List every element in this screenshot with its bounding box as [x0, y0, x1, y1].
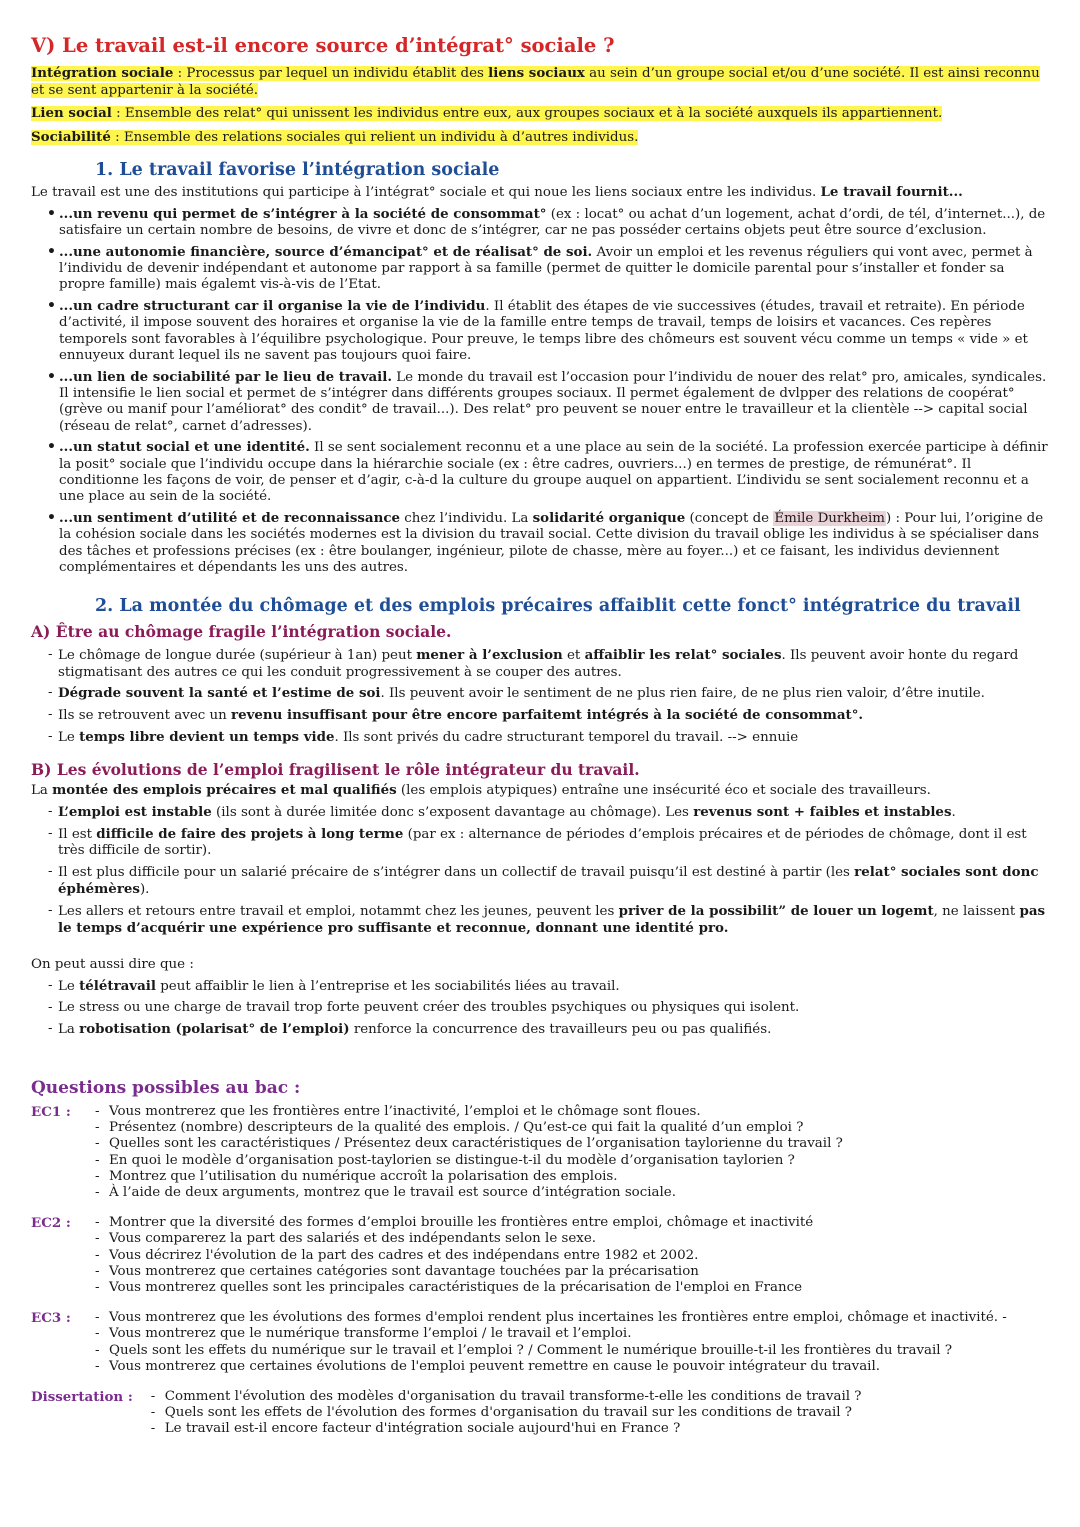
list-item: - En quoi le modèle d’organisation post-taylorien se distingue-t-il du modèle d’organisation taylorien ? — [109, 1153, 1048, 1169]
term: Sociabilité — [31, 128, 111, 145]
list-item: - Vous montrerez que certaines évolutions de l'emploi peuvent remettre en cause le pouvoir intégrateur du travail. — [109, 1359, 1048, 1375]
page-title: V) Le travail est-il encore source d’intégrat° sociale ? — [31, 34, 615, 57]
list-item: - Ils se retrouvent avec un revenu insuffisant pour être encore parfaitemt intégrés à la société de consommat°. — [58, 707, 1048, 724]
section-1-intro: Le travail est une des institutions qui participe à l’intégrat° sociale et qui noue les liens sociaux entre les individus. Le travail fournit... — [31, 184, 963, 200]
list-item: - Quels sont les effets de l'évolution des formes d'organisation du travail sur les conditions de travail ? — [165, 1405, 1048, 1421]
list-item: - Vous montrerez que les frontières entre l’inactivité, l’emploi et le chômage sont floues. — [109, 1104, 1048, 1120]
list-item: - Vous montrerez que certaines catégories sont davantage touchées par la précarisation — [109, 1264, 1048, 1280]
subsection-b-list — [31, 804, 1048, 938]
list-item: • ...une autonomie financière, source d’émancipat° et de réalisat° de soi. Avoir un emploi et les revenus réguliers qui vont avec, permet à l’individu de devenir indépendant et autonome par rapport à sa famille (permet de quitter le domicile parental pour s’installer et fonder sa propre famille) mais égalemt vis-à-vis de l’Etat. — [59, 244, 1048, 294]
section-1-list — [31, 206, 1048, 577]
list-item: • ...un revenu qui permet de s’intégrer à la société de consommat° (ex : locat° ou achat d’un logement, achat d’ordi, de tél, d’internet...), de satisfaire un certain nombre de besoins, de vivre et donc de s’intégrer, car ne pas posséder certains objets peut être source d’exclusion. — [59, 206, 1048, 240]
list-item: - La robotisation (polarisat° de l’emploi) renforce la concurrence des travailleurs peu ou pas qualifiés. — [58, 1021, 1048, 1038]
list-item: - Il est difficile de faire des projets à long terme (par ex : alternance de périodes d’emplois précaires et de périodes de chômage, dont il est très difficile de sortir). — [58, 826, 1048, 860]
subsection-a-list — [31, 647, 1048, 746]
list-item: - Montrez que l’utilisation du numérique accroît la polarisation des emplois. — [109, 1169, 1048, 1185]
section-1-title: 1. Le travail favorise l’intégration sociale — [95, 160, 500, 180]
list-item: • ...un cadre structurant car il organise la vie de l’individu. Il établit des étapes de vie successives (études, travail et retraite). En période d’activité, il impose souvent des horaires et organise la vie de la famille entre temps de travail, temps de loisirs et vacances. Ces repères temporels sont favorables à l’équilibre psychologique. Pour preuve, le temps libre des chômeurs est souvent vécu comme un temps « vide » et ennuyeux durant lequel ils ne savent pas toujours quoi faire. — [59, 298, 1048, 364]
section-2-title: 2. La montée du chômage et des emplois précaires affaiblit cette fonct° intégratrice du travail — [95, 596, 1021, 617]
subsection-b-intro: La montée des emplois précaires et mal qualifiés (les emplois atypiques) entraîne une insécurité éco et sociale des travailleurs. — [31, 782, 931, 799]
list-item: • ...un lien de sociabilité par le lieu de travail. Le monde du travail est l’occasion pour l’individu de nouer des relat° pro, amicales, syndicales. Il intensifie le lien social et permet de s’intégrer dans différents groupes sociaux. Il permet également de dvlpper des relations de coopérat° (grève ou manif pour l’améliorat° des condit° de travail...). Des relat° pro peuvent se nouer entre le travailleur et la clientèle --> capital social (réseau de relat°, carnet d’adresses). — [59, 369, 1048, 435]
list-item: - Quelles sont les caractéristiques / Présentez deux caractéristiques de l’organisation taylorienne du travail ? — [109, 1136, 1048, 1152]
subsection-a-title: A) Être au chômage fragile l’intégration sociale. — [31, 622, 452, 642]
list-item: - Les allers et retours entre travail et emploi, notammt chez les jeunes, peuvent les priver de la possibilit” de louer un logemt, ne laissent pas le temps d’acquérir une expérience pro suffisante et reconnue, donnant une identité pro. — [58, 903, 1048, 938]
definition-sociabilite: Sociabilité : Ensemble des relations sociales qui relient un individu à d’autres individus. — [31, 128, 639, 145]
definition-integration: Intégration sociale : Processus par lequel un individu établit des liens sociaux au sein d’un groupe social et/ou d’une société. Il est ainsi reconnu et se sent appartenir à la société. — [31, 65, 1040, 98]
questions-ec2 — [31, 1215, 1048, 1296]
list-item: - Le temps libre devient un temps vide. Ils sont privés du cadre structurant temporel du travail. --> ennuie — [58, 729, 1048, 746]
list-item: - Il est plus difficile pour un salarié précaire de s’intégrer dans un collectif de travail puisqu’il est destiné à partir (les relat° sociales sont donc éphémères). — [58, 864, 1048, 899]
list-item: - Le télétravail peut affaiblir le lien à l’entreprise et les sociabilités liées au travail. — [58, 978, 1048, 995]
ec-label: EC3 : — [31, 1310, 71, 1327]
list-item: - Présentez (nombre) descripteurs de la qualité des emplois. / Qu’est-ce qui fait la qualité d’un emploi ? — [109, 1120, 1048, 1136]
ec-label: EC1 : — [31, 1103, 71, 1120]
list-item: - Vous comparerez la part des salariés et des indépendants selon le sexe. — [109, 1231, 1048, 1247]
list-item: - Le travail est-il encore facteur d'intégration sociale aujourd'hui en France ? — [165, 1421, 1048, 1437]
questions-ec1 — [31, 1104, 1048, 1201]
list-item: - L’emploi est instable (ils sont à durée limitée donc s’exposent davantage au chômage). Les revenus sont + faibles et instables. — [58, 804, 1048, 821]
term: Intégration sociale — [31, 65, 174, 81]
list-item: - Dégrade souvent la santé et l’estime de soi. Ils peuvent avoir le sentiment de ne plus rien faire, de ne plus rien valoir, d’être inutile. — [58, 685, 1048, 702]
list-item: - Vous montrerez que le numérique transforme l’emploi / le travail et l’emploi. — [109, 1326, 1048, 1342]
definitions — [31, 65, 1048, 146]
term: Lien social — [31, 105, 112, 121]
questions-dissertation — [31, 1389, 1048, 1438]
questions-title: Questions possibles au bac : — [31, 1077, 301, 1098]
dissertation-label: Dissertation : — [31, 1389, 133, 1406]
subsection-b-title: B) Les évolutions de l’emploi fragilisent le rôle intégrateur du travail. — [31, 760, 640, 780]
list-item: - Comment l'évolution des modèles d'organisation du travail transforme-t-elle les conditions de travail ? — [165, 1389, 1048, 1405]
also-intro: On peut aussi dire que : — [31, 957, 194, 973]
list-item: - Le stress ou une charge de travail trop forte peuvent créer des troubles psychiques ou physiques qui isolent. — [58, 1000, 1048, 1016]
list-item: - Vous montrerez que les évolutions des formes d'emploi rendent plus incertaines les frontières entre emploi, chômage et inactivité. - — [109, 1310, 1048, 1326]
ec-label: EC2 : — [31, 1215, 71, 1232]
list-item: - Le chômage de longue durée (supérieur à 1an) peut mener à l’exclusion et affaiblir les relat° sociales. Ils peuvent avoir honte du regard stigmatisant des autres ce qui les conduit progressivement à se couper des autres. — [58, 647, 1048, 681]
list-item: • ...un statut social et une identité. Il se sent socialement reconnu et a une place au sein de la société. La profession exercée participe à définir la posit° sociale que l’individu occupe dans la hiérarchie sociale (ex : être cadres, ouvriers...) en termes de prestige, de rémunérat°. Il conditionne les façons de voir, de penser et d’agir, c-à-d la culture du groupe auquel on appartient. L’individu se sent socialement reconnu et a une place au sein de la société. — [59, 439, 1048, 505]
list-item: - Montrer que la diversité des formes d’emploi brouille les frontières entre emploi, chômage et inactivité — [109, 1215, 1048, 1231]
highlighted-name: Émile Durkheim — [774, 511, 885, 527]
questions-ec3 — [31, 1310, 1048, 1375]
list-item: - Quels sont les effets du numérique sur le travail et l’emploi ? / Comment le numérique brouille-t-il les frontières du travail ? — [109, 1343, 1048, 1359]
list-item: - Vous décrirez l'évolution de la part des cadres et des indépendans entre 1982 et 2002. — [109, 1248, 1048, 1264]
list-item: • ...un sentiment d’utilité et de reconnaissance chez l’individu. La solidarité organique (concept de Émile Durkheim) : Pour lui, l’origine de la cohésion sociale dans les sociétés modernes est la division du travail social. Cette division du travail oblige les individus à se spécialiser dans des tâches et professions précises (ex : être boulanger, ingénieur, pilote de chasse, mère au foyer...) et ce faisant, les individus deviennent complémentaires et dépendants les uns des autres. — [59, 510, 1048, 576]
list-item: - À l’aide de deux arguments, montrez que le travail est source d’intégration sociale. — [109, 1185, 1048, 1201]
definition-lien-social: Lien social : Ensemble des relat° qui unissent les individus entre eux, aux groupes sociaux et à la société auxquels ils appartiennent. — [31, 105, 943, 121]
also-list — [31, 978, 1048, 1038]
list-item: - Vous montrerez quelles sont les principales caractéristiques de la précarisation de l'emploi en France — [109, 1280, 1048, 1296]
